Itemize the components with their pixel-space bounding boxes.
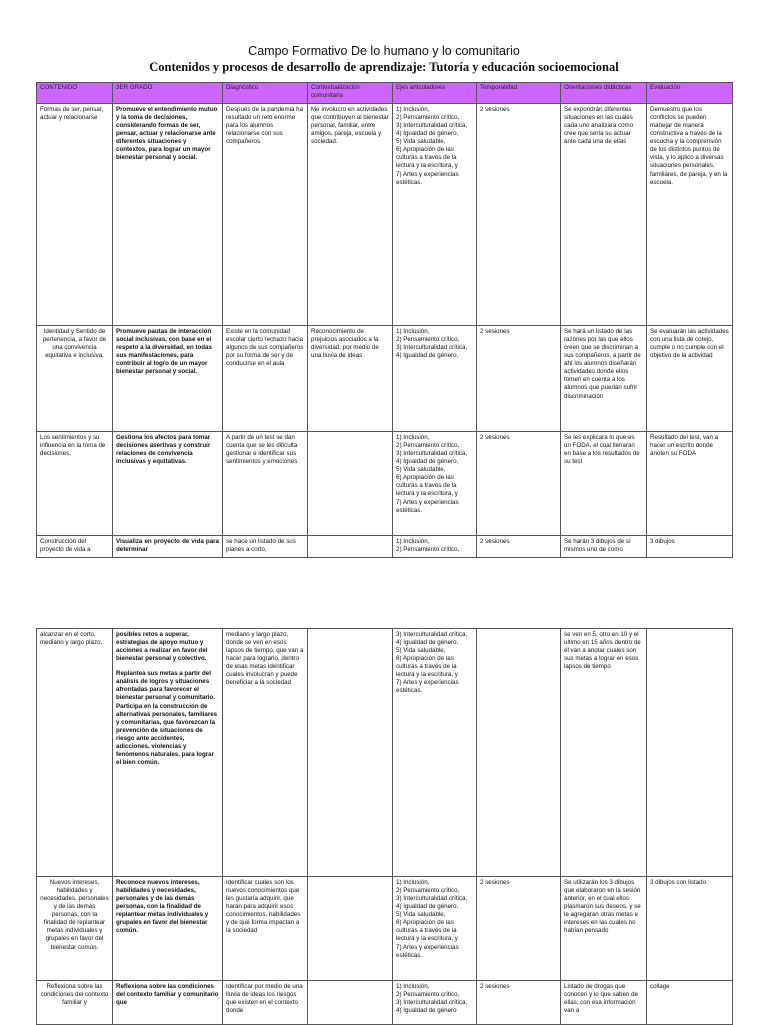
evaluacion-cell: collage [647,981,733,1025]
orientaciones-cell: Se hará un listado de las razones por las que ellos creen que se discriminan a sus compañeros, a partir de ahí los alumnos diseñarán actividades donde ellos tomen en cuenta a los alumnos que puedan sufrir discriminación [561,326,647,432]
planning-table-page-2 [36,628,733,1025]
eje-item: 4) Igualdad de género, [396,639,459,647]
temporalidad-cell: 2 sesiones [477,877,561,981]
evaluacion-cell: Resultado del test, van a hacer un escrito donde anoten su FODA [647,432,733,536]
eje-item: 2) Pensamiento crítico, [396,887,460,895]
eje-item: 3) Interculturalidad crítica, [396,450,468,458]
document-subtitle: Contenidos y procesos de desarrollo de aprendizaje: Tutoría y educación socioemocional [149,60,619,74]
diagnostico-cell: se hace un listado de sus planes a corto, [223,536,308,558]
evaluacion-cell: 3 dibujos con listado [647,877,733,981]
eje-item: 2) Pensamiento crítico, [396,546,460,554]
eje-item: 4) Igualdad de género, [396,130,459,138]
eje-item: 7) Artes y experiencias estéticas. [396,170,459,186]
grado-cell: Reflexiona sobre las condiciones del contexto familiar y comunitario que [113,981,223,1025]
col-header-evaluacion: Evaluación [647,83,733,104]
orientaciones-cell: Se expondrán diferentes situaciones en las cuales cada uno analizara como cree que sería su actuar ante cada una de ellas [561,104,647,326]
contexto-cell [308,432,393,536]
eje-item: 5) Vida saludable, [396,647,446,655]
evaluacion-cell [647,629,733,877]
ejes-cell [393,432,477,536]
eje-item: 1) Inclusión, [396,434,430,441]
diagnostico-cell: Existe en la comunidad escolar cierto rechazo hacia algunos de sus compañeros por su forma de ser y de conducirse en el aula [223,326,308,432]
eje-item: 1) Inclusión, [396,106,430,113]
eje-item: 4) Igualdad de género [396,1007,457,1015]
col-header-contexto: Contextualización comunitaria [308,83,393,104]
grado-cell: Promueve pautas de interacción social inclusivas, con base en el respeto a la diversidad, en todas sus manifestaciones, para contribuir al logro de un mayor bienestar personal y social. [113,326,223,432]
header-row [37,83,733,104]
table-row [37,326,733,432]
eje-item: 3) Interculturalidad crítica, [396,631,468,638]
col-header-ejes: Ejes articuladores [393,83,477,104]
contenido-cell: Identidad y Sentido de pertenencia, a favor de una convivencia equitativa e inclusiva. [37,326,113,432]
ejes-cell [393,629,477,877]
contenido-cell: Los sentimientos y su influencia en la toma de decisiones. [37,432,113,536]
grado-cell: Gestiona los afectos para tomar decisiones asertivas y construir relaciones de convivencia inclusivas y equitativas. [113,432,223,536]
diagnostico-cell: mediano y largo plazo, donde se ven en esos lapsos de tiempo, que van a hacer para lograrlo, dentro de esas metas identificar cuales involucran y puede beneficiar a la sociedad [223,629,308,877]
temporalidad-cell [477,629,561,877]
eje-item: 4) Igualdad de género, [396,352,459,360]
eje-item: 1) Inclusión, [396,983,430,990]
grado-cell: Promueve el entendimiento mutuo y la toma de decisiones, considerando formas de ser, pensar, actuar y relacionarse ante diferentes situaciones y contextos, para lograr un mayor bienestar personal y social. [113,104,223,326]
ejes-cell [393,877,477,981]
diagnostico-cell: Después de la pandemia ha resultado un reto enorme para los alumnos relacionarse con sus compañeros [223,104,308,326]
eje-item: 6) Apropiación de las culturas a través de la lectura y la escritura, y [396,474,458,498]
diagnostico-cell: Identificar cuales son los nuevos conocimientos que les gustaría adquirir, que harán para adquirir esos conocimientos, habilidades y de qué forma impactan a la sociedad [223,877,308,981]
eje-item: 6) Apropiación de las culturas a través de la lectura y la escritura, y [396,919,458,943]
evaluacion-cell: 3 dibujos [647,536,733,558]
temporalidad-cell: 2 sesiones [477,432,561,536]
contexto-cell [308,629,393,877]
eje-item: 1) Inclusión, [396,879,430,886]
eje-item: 6) Apropiación de las culturas a través de la lectura y la escritura, y [396,146,458,170]
eje-item: 2) Pensamiento crítico, [396,442,460,450]
col-header-temporalidad: Temporalidad [477,83,561,104]
eje-item: 1) Inclusión, [396,538,430,545]
contenido-cell: Reflexiona sobre las condiciones del contexto familiar y [37,981,113,1025]
table-row [37,877,733,981]
contenido-cell: Nuevos intereses, habilidades y necesidades, personales y de las demás personas, con la finalidad de replantear metas individuales y grupales en favor del bienestar común. [37,877,113,981]
eje-item: 2) Pensamiento crítico, [396,336,460,344]
temporalidad-cell: 2 sesiones [477,536,561,558]
eje-item: 2) Pensamiento crítico, [396,991,460,999]
contexto-cell [308,981,393,1025]
ejes-cell [393,104,477,326]
contexto-cell [308,877,393,981]
eje-item: 5) Vida saludable, [396,466,446,474]
col-header-grado: 3ER GRADO [113,83,223,104]
eje-item: 3) Interculturalidad crítica, [396,895,468,903]
eje-item: 4) Igualdad de género, [396,458,459,466]
document-title: Campo Formativo De lo humano y lo comunitario [248,44,520,58]
temporalidad-cell: 2 sesiones [477,104,561,326]
table-row [37,536,733,558]
table-row [37,104,733,326]
evaluacion-cell: Demuestro que los conflictos se pueden manejar de manera constructiva a través de la escucha y la comprensión de los distintos puntos de vista, y lo aplico a diversas situaciones personales, familiares, de pareja, y en la escuela. [647,104,733,326]
grado-text: posibles retos a superar, estrategias de apoyo mutuo y acciones a realizar en favor del bienestar personal y colectivo. [116,631,208,663]
table-row [37,629,733,877]
grado-extra-text: Replantea sus metas a partir del análisis de logros y situaciones afrontadas para favorecer el bienestar personal y comunitario. Participa en la construcción de alternativas personales, familiares y comunitarias, que favorezcan la prevención de situaciones de riesgo ante accidentes, adicciones, violencias y fenómenos naturales, para lograr el bien común. [116,670,218,766]
contexto-cell: Me involucro en actividades que contribuyen al bienestar personal, familiar, entre amigos, pareja, escuela y sociedad. [308,104,393,326]
planning-table-page-1 [36,82,733,558]
eje-item: 5) Vida saludable, [396,911,446,919]
diagnostico-cell: Identificar por medio de una lluvia de ideas los riesgos que existen en el contexto donde [223,981,308,1025]
ejes-cell [393,536,477,558]
table-row [37,432,733,536]
eje-item: 4) Igualdad de género, [396,903,459,911]
eje-item: 7) Artes y experiencias estéticas. [396,679,459,695]
grado-cell [113,629,223,877]
eje-item: 3) Interculturalidad crítica, [396,999,468,1007]
col-header-contenido: CONTENIDO [37,83,113,104]
evaluacion-cell: Se evaluarán las actividades con una lista de cotejo, cumple o no cumple con el objetivo de la actividad [647,326,733,432]
diagnostico-cell: A partir de un test se dan cuenta que se les dificulta gestionar e identificar sus sentimientos y emociones [223,432,308,536]
col-header-diagnostico: Diagnóstico [223,83,308,104]
contexto-cell [308,536,393,558]
contenido-cell: Construcción del proyecto de vida a [37,536,113,558]
ejes-cell [393,981,477,1025]
table-row [37,981,733,1025]
orientaciones-cell: Se utilizarán los 3 dibujos que elaboraron en la sesión anterior, en el cual ellos plasmaron sus deseos, y se le agregaran otras metas e intereses en las cuales no habían pensado [561,877,647,981]
eje-item: 3) Interculturalidad crítica, [396,122,468,130]
eje-item: 7) Artes y experiencias estéticas. [396,498,459,514]
orientaciones-cell: Listado de drogas que conocen y lo que saben de ellas, con esa información van a [561,981,647,1025]
contexto-cell: Reconocimiento de prejuicios asociados a la diversidad, por medio de una lluvia de ideas [308,326,393,432]
temporalidad-cell: 2 sesiones [477,981,561,1025]
orientaciones-cell: Se harán 3 dibujos de sí mismos uno de como [561,536,647,558]
eje-item: 7) Artes y experiencias estéticas. [396,943,459,959]
grado-cell: Visualiza en proyecto de vida para determinar [113,536,223,558]
contenido-cell: Formas de ser, pensar, actuar y relacionarse [37,104,113,326]
eje-item: 3) Interculturalidad crítica, [396,344,468,352]
temporalidad-cell: 2 sesiones [477,326,561,432]
orientaciones-cell: Se les explicara lo que es un FODA, el cual llenaran en base a los resultados de su test [561,432,647,536]
eje-item: 1) Inclusión, [396,328,430,335]
eje-item: 2) Pensamiento crítico, [396,114,460,122]
col-header-orientaciones: Orientaciones didácticas [561,83,647,104]
orientaciones-cell: se ven en 5, otro en 10 y el ultimo en 15 años dentro de él van a anotar cuales son sus metas a lograr en esos lapsos de tiempo [561,629,647,877]
eje-item: 6) Apropiación de las culturas a través de la lectura y la escritura, y [396,655,458,679]
contenido-cell: alcanzar en el corto, mediano y largo plazo. [37,629,113,877]
ejes-cell [393,326,477,432]
grado-cell: Reconoce nuevos intereses, habilidades y necesidades, personales y de las demás personas, con la finalidad de replantear metas individuales y grupales en favor del bienestar común. [113,877,223,981]
eje-item: 5) Vida saludable, [396,138,446,146]
